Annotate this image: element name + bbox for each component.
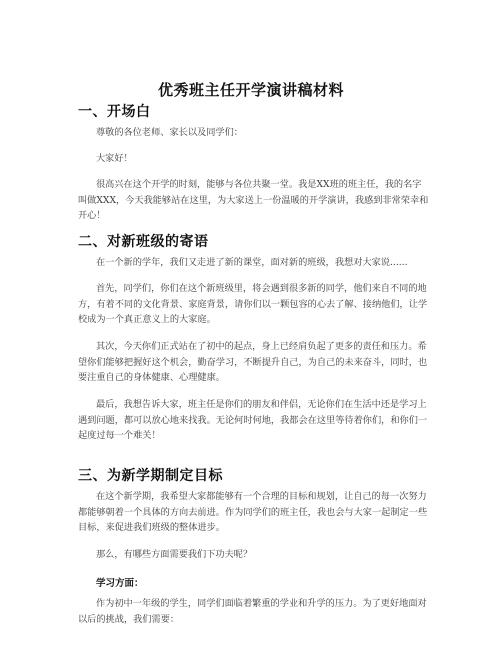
paragraph: 那么，有哪些方面需要我们下功夫呢？ (96, 549, 253, 560)
paragraph: 作为初中一年级的学生，同学们面临着繁重的学业和升学的压力。为了更好地面对以后的挑战，我们需要： (78, 598, 427, 625)
section-heading-opening: 一、开场白 (78, 104, 151, 120)
paragraph: 大家好！ (96, 153, 133, 164)
paragraph: 很高兴在这个开学的时刻，能够与各位共聚一堂。我是XX班的班主任，我的名字叫做XXX，今天我能够站在这里，为大家送上一份温暖的开学演讲，我感到非常荣幸和开心！ (78, 179, 429, 221)
paragraph: 其次，今天你们正式站在了初中的起点，身上已经肩负起了更多的责任和压力。希望你们能够把握好这个机会，勤奋学习，不断提升自己，为自己的未来奋斗，同时，也要注重自己的身体健康、心理健康。 (78, 341, 428, 383)
paragraph: 最后，我想告诉大家，班主任是你们的朋友和伴侣，无论你们在生活中还是学习上遇到问题，都可以放心地来找我。无论何时何地，我都会在这里等待着你们，和你们一起度过每一个难关！ (78, 399, 428, 441)
paragraph: 尊敬的各位老师、家长以及同学们： (96, 127, 243, 138)
section-heading-goals: 三、为新学期制定目标 (78, 468, 223, 484)
document-title: 优秀班主任开学演讲稿材料 (157, 81, 344, 99)
paragraph: 首先，同学们，你们在这个新班级里，将会遇到很多新的同学，他们来自不同的地方，有着不同的文化背景、家庭背景，请你们以一颗包容的心去了解、接纳他们，让学校成为一个真正意义上的大家庭。 (78, 283, 428, 325)
paragraph: 在一个新的学年，我们又走进了新的课堂，面对新的班级，我想对大家说...... (96, 257, 408, 268)
subsection-label-study: 学习方面： (96, 578, 144, 589)
section-heading-wishes: 二、对新班级的寄语 (78, 234, 209, 250)
paragraph: 在这个新学期，我希望大家都能够有一个合理的目标和规划，让自己的每一次努力都能够朝着一个具体的方向去前进。作为同学们的班主任，我也会与大家一起制定一些目标，来促进我们班级的整体进步。 (78, 491, 428, 533)
